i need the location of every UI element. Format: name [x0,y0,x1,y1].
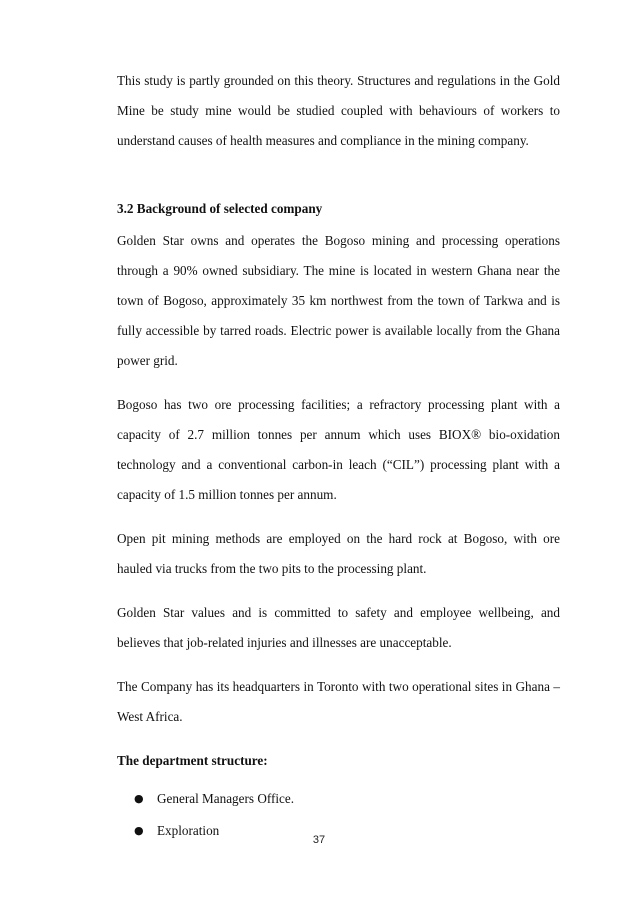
section-heading: 3.2 Background of selected company [117,201,323,216]
bullet-icon: ● [134,792,144,805]
section-spacer [117,170,560,194]
bullet-icon: ● [134,824,144,837]
list-item [117,784,560,814]
list-item-label: General Managers Office. [157,791,295,806]
paragraph-processing: Bogoso has two ore processing facilities; a refractory processing plant with a capacity of 2.7 million tonnes per annum which uses BIOX® bio-oxidation technology and a conventional carbon-in leach (“CIL”) processing plant with a capacity of 1.5 million tonnes per annum. [117,397,560,502]
paragraph-location: Golden Star owns and operates the Bogoso mining and processing operations through a 90% owned subsidiary. The mine is located in western Ghana near the town of Bogoso, approximately 35 km northwest from the town of Tarkwa and is fully accessible by tarred roads. Electric power is available locally from the Ghana power grid. [117,233,560,368]
department-heading: The department structure: [117,753,268,768]
paragraph-safety: Golden Star values and is committed to safety and employee wellbeing, and believes that job-related injuries and illnesses are unacceptable. [117,605,560,650]
list-item-label: Exploration [157,823,220,838]
page-number: 37 [312,834,326,846]
paragraph-mining-methods: Open pit mining methods are employed on the hard rock at Bogoso, with ore hauled via trucks from the two pits to the processing plant. [117,531,560,576]
intro-paragraph: This study is partly grounded on this theory. Structures and regulations in the Gold Mine be study mine would be studied coupled with behaviours of workers to understand causes of health measures and compliance in the mining company. [117,73,560,148]
paragraph-headquarters: The Company has its headquarters in Toronto with two operational sites in Ghana – West Africa. [117,679,560,724]
page-content [117,66,560,848]
